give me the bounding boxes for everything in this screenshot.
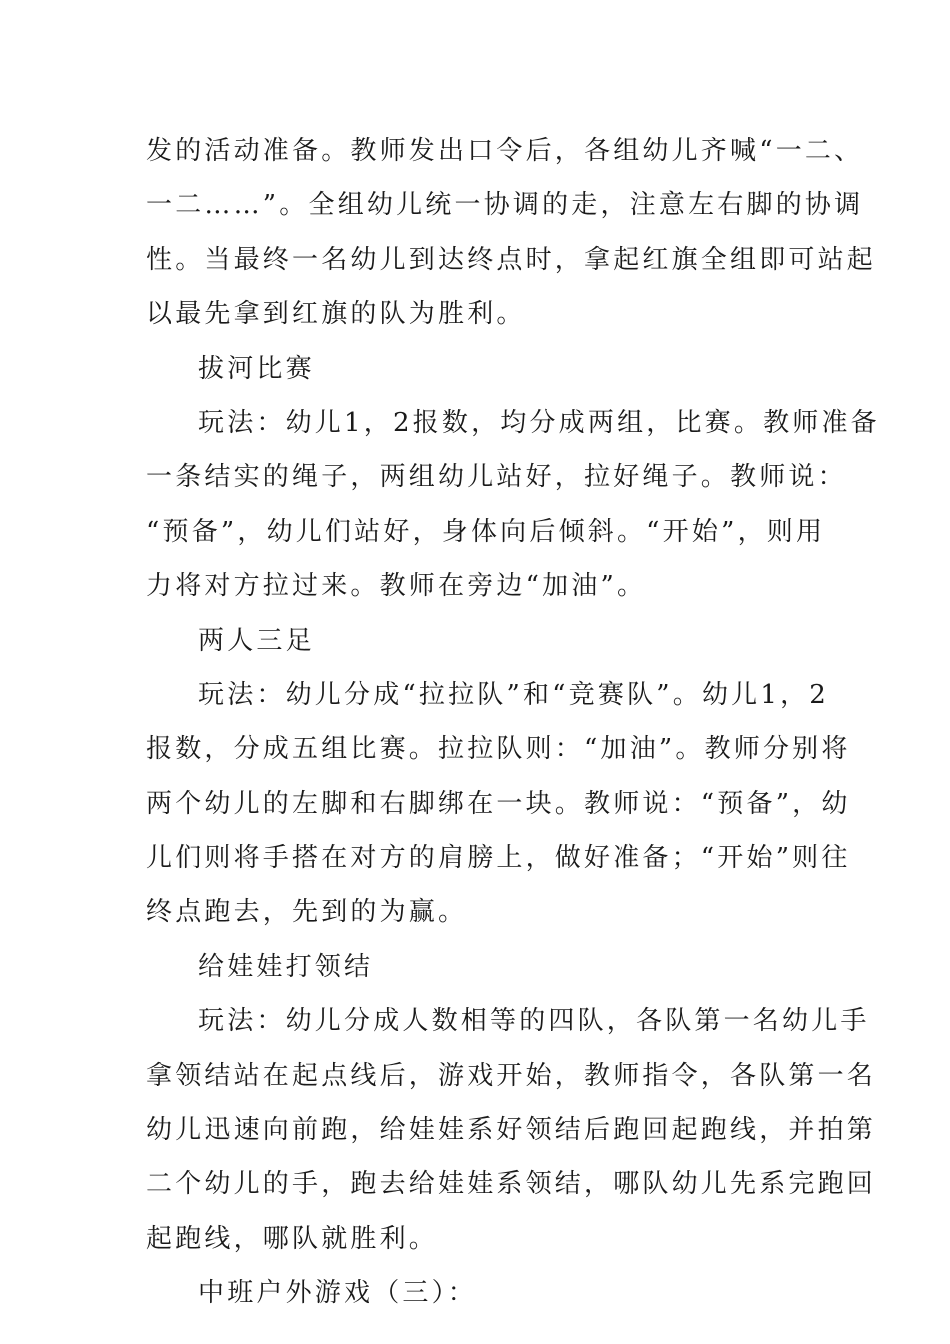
- paragraph-line: 发的活动准备。教师发出口令后，各组幼儿齐喊“一二、: [146, 136, 864, 166]
- paragraph-line: 二个幼儿的手，跑去给娃娃系领结，哪队幼儿先系完跑回: [146, 1169, 877, 1200]
- section-heading-three-legged: 两人三足: [198, 625, 315, 656]
- paragraph-line: 性。当最终一名幼儿到达终点时，拿起红旗全组即可站起: [146, 244, 877, 275]
- paragraph-line: 玩法：幼儿分成“拉拉队”和“竞赛队”。幼儿1，2: [198, 679, 830, 710]
- paragraph-line: 一条结实的绳子，两组幼儿站好，拉好绳子。教师说：: [146, 462, 847, 493]
- paragraph-line: 力将对方拉过来。教师在旁边“加油”。: [146, 571, 647, 602]
- paragraph-line: 起跑线，哪队就胜利。: [146, 1223, 439, 1254]
- section-heading-tug-of-war: 拔河比赛: [198, 353, 315, 384]
- paragraph-line: 终点跑去，先到的为赢。: [146, 897, 468, 928]
- paragraph-line: 两个幼儿的左脚和右脚绑在一块。教师说：“预备”，幼: [146, 788, 851, 819]
- paragraph-line: 一二……”。全组幼儿统一协调的走，注意左右脚的协调: [146, 190, 864, 221]
- document-body: [146, 124, 880, 1321]
- paragraph-line: 报数，分成五组比赛。拉拉队则：“加油”。教师分别将: [146, 734, 851, 765]
- paragraph-line: 以最先拿到红旗的队为胜利。: [146, 299, 526, 330]
- paragraph-line: 玩法：幼儿1，2报数，均分成两组，比赛。教师准备: [198, 407, 880, 438]
- section-heading-bow-tie: 给娃娃打领结: [198, 951, 374, 982]
- paragraph-line: 儿们则将手搭在对方的肩膀上，做好准备；“开始”则往: [146, 843, 851, 874]
- paragraph-line: 拿领结站在起点线后，游戏开始，教师指令，各队第一名: [146, 1060, 877, 1091]
- section-heading-outdoor-games-3: 中班户外游戏（三）：: [198, 1278, 478, 1309]
- paragraph-line: 幼儿迅速向前跑，给娃娃系好领结后跑回起跑线，并拍第: [146, 1115, 877, 1146]
- paragraph-line: 玩法：幼儿分成人数相等的四队，各队第一名幼儿手: [198, 1006, 870, 1037]
- paragraph-line: “预备”，幼儿们站好，身体向后倾斜。“开始”，则用: [146, 516, 826, 547]
